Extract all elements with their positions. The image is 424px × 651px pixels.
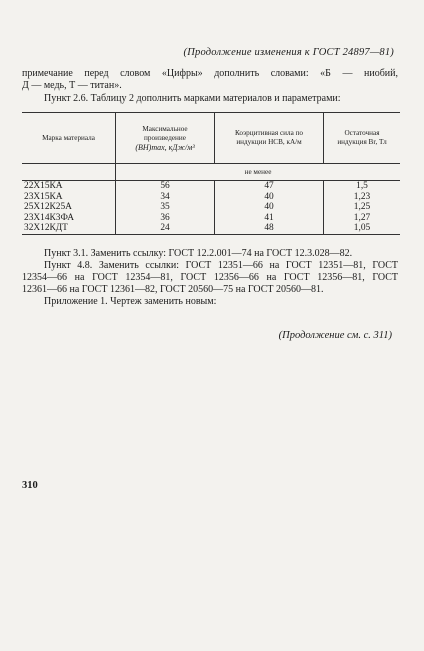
table-row-grade: 23Х15КА — [24, 191, 63, 202]
table-cell-br: 1,5 — [356, 181, 368, 191]
table-cell-bh: 34 — [160, 191, 170, 202]
table-cell-hcb: 47 — [264, 181, 274, 191]
br-column — [324, 181, 401, 235]
table-cell-hcb: 40 — [264, 202, 274, 213]
table-cell-hcb: 41 — [264, 212, 274, 223]
grade-column — [22, 181, 116, 235]
col-header-bh-max: Максимальное произведение (BH)max, кДж/м³ — [116, 113, 215, 164]
paragraph-item-4-8-line3: 12361—66 на ГОСТ 12361—82, ГОСТ 20560—75 на ГОСТ 20560—81. — [22, 284, 324, 295]
page-number: 310 — [22, 480, 38, 491]
paragraph-note-line2: Д — медь, Т — титан». — [22, 80, 122, 91]
continuation-note: (Продолжение см. с. 311) — [278, 330, 392, 341]
hcb-column — [215, 181, 324, 235]
table-cell-bh: 56 — [160, 181, 170, 191]
col-header-grade: Марка материала — [42, 134, 95, 142]
continuation-header: (Продолжение изменения к ГОСТ 24897—81) — [183, 47, 394, 58]
col-header-hcb: Коэрцитивная сила по индукции HCB, кА/м — [215, 113, 324, 164]
table-cell-br: 1,25 — [353, 202, 371, 213]
paragraph-item-4-8-line2: 12354—66 на ГОСТ 12354—81, ГОСТ 12356—66 на ГОСТ 12356—81, ГОСТ — [22, 272, 398, 283]
table-cell-hcb: 40 — [264, 191, 274, 202]
bh-column — [116, 181, 215, 235]
subheader-not-less-than: не менее — [116, 164, 401, 181]
table-cell-hcb: 48 — [264, 223, 274, 234]
table-cell-bh: 24 — [160, 223, 170, 234]
paragraph-item-4-8-line1: Пункт 4.8. Заменить ссылки: ГОСТ 12351—66 на ГОСТ 12351—81, ГОСТ — [44, 260, 398, 271]
table-cell-br: 1,23 — [353, 191, 371, 202]
table-cell-br: 1,27 — [353, 212, 371, 223]
table-cell-bh: 36 — [160, 212, 170, 223]
table-row-grade: 32Х12КДТ — [24, 223, 68, 234]
table-cell-bh: 35 — [160, 202, 170, 213]
table-cell-br: 1,05 — [353, 223, 371, 234]
paragraph-item-2-6: Пункт 2.6. Таблицу 2 дополнить марками материалов и параметрами: — [44, 93, 341, 104]
table-row-grade: 23Х14К3ФА — [24, 212, 75, 223]
paragraph-note-line1: примечание перед словом «Цифры» дополнить словами: «Б — ниобий, — [22, 68, 398, 79]
table-row-grade: 25Х12К25А — [24, 202, 72, 213]
table-row-grade: 22Х15КА — [24, 181, 63, 191]
col-header-br: Остаточная индукция Br, Тл — [324, 113, 401, 164]
paragraph-appendix-1: Приложение 1. Чертеж заменить новым: — [44, 296, 217, 307]
paragraph-item-3-1: Пункт 3.1. Заменить ссылку: ГОСТ 12.2.001—74 на ГОСТ 12.3.028—82. — [44, 248, 353, 259]
materials-table — [22, 112, 400, 235]
